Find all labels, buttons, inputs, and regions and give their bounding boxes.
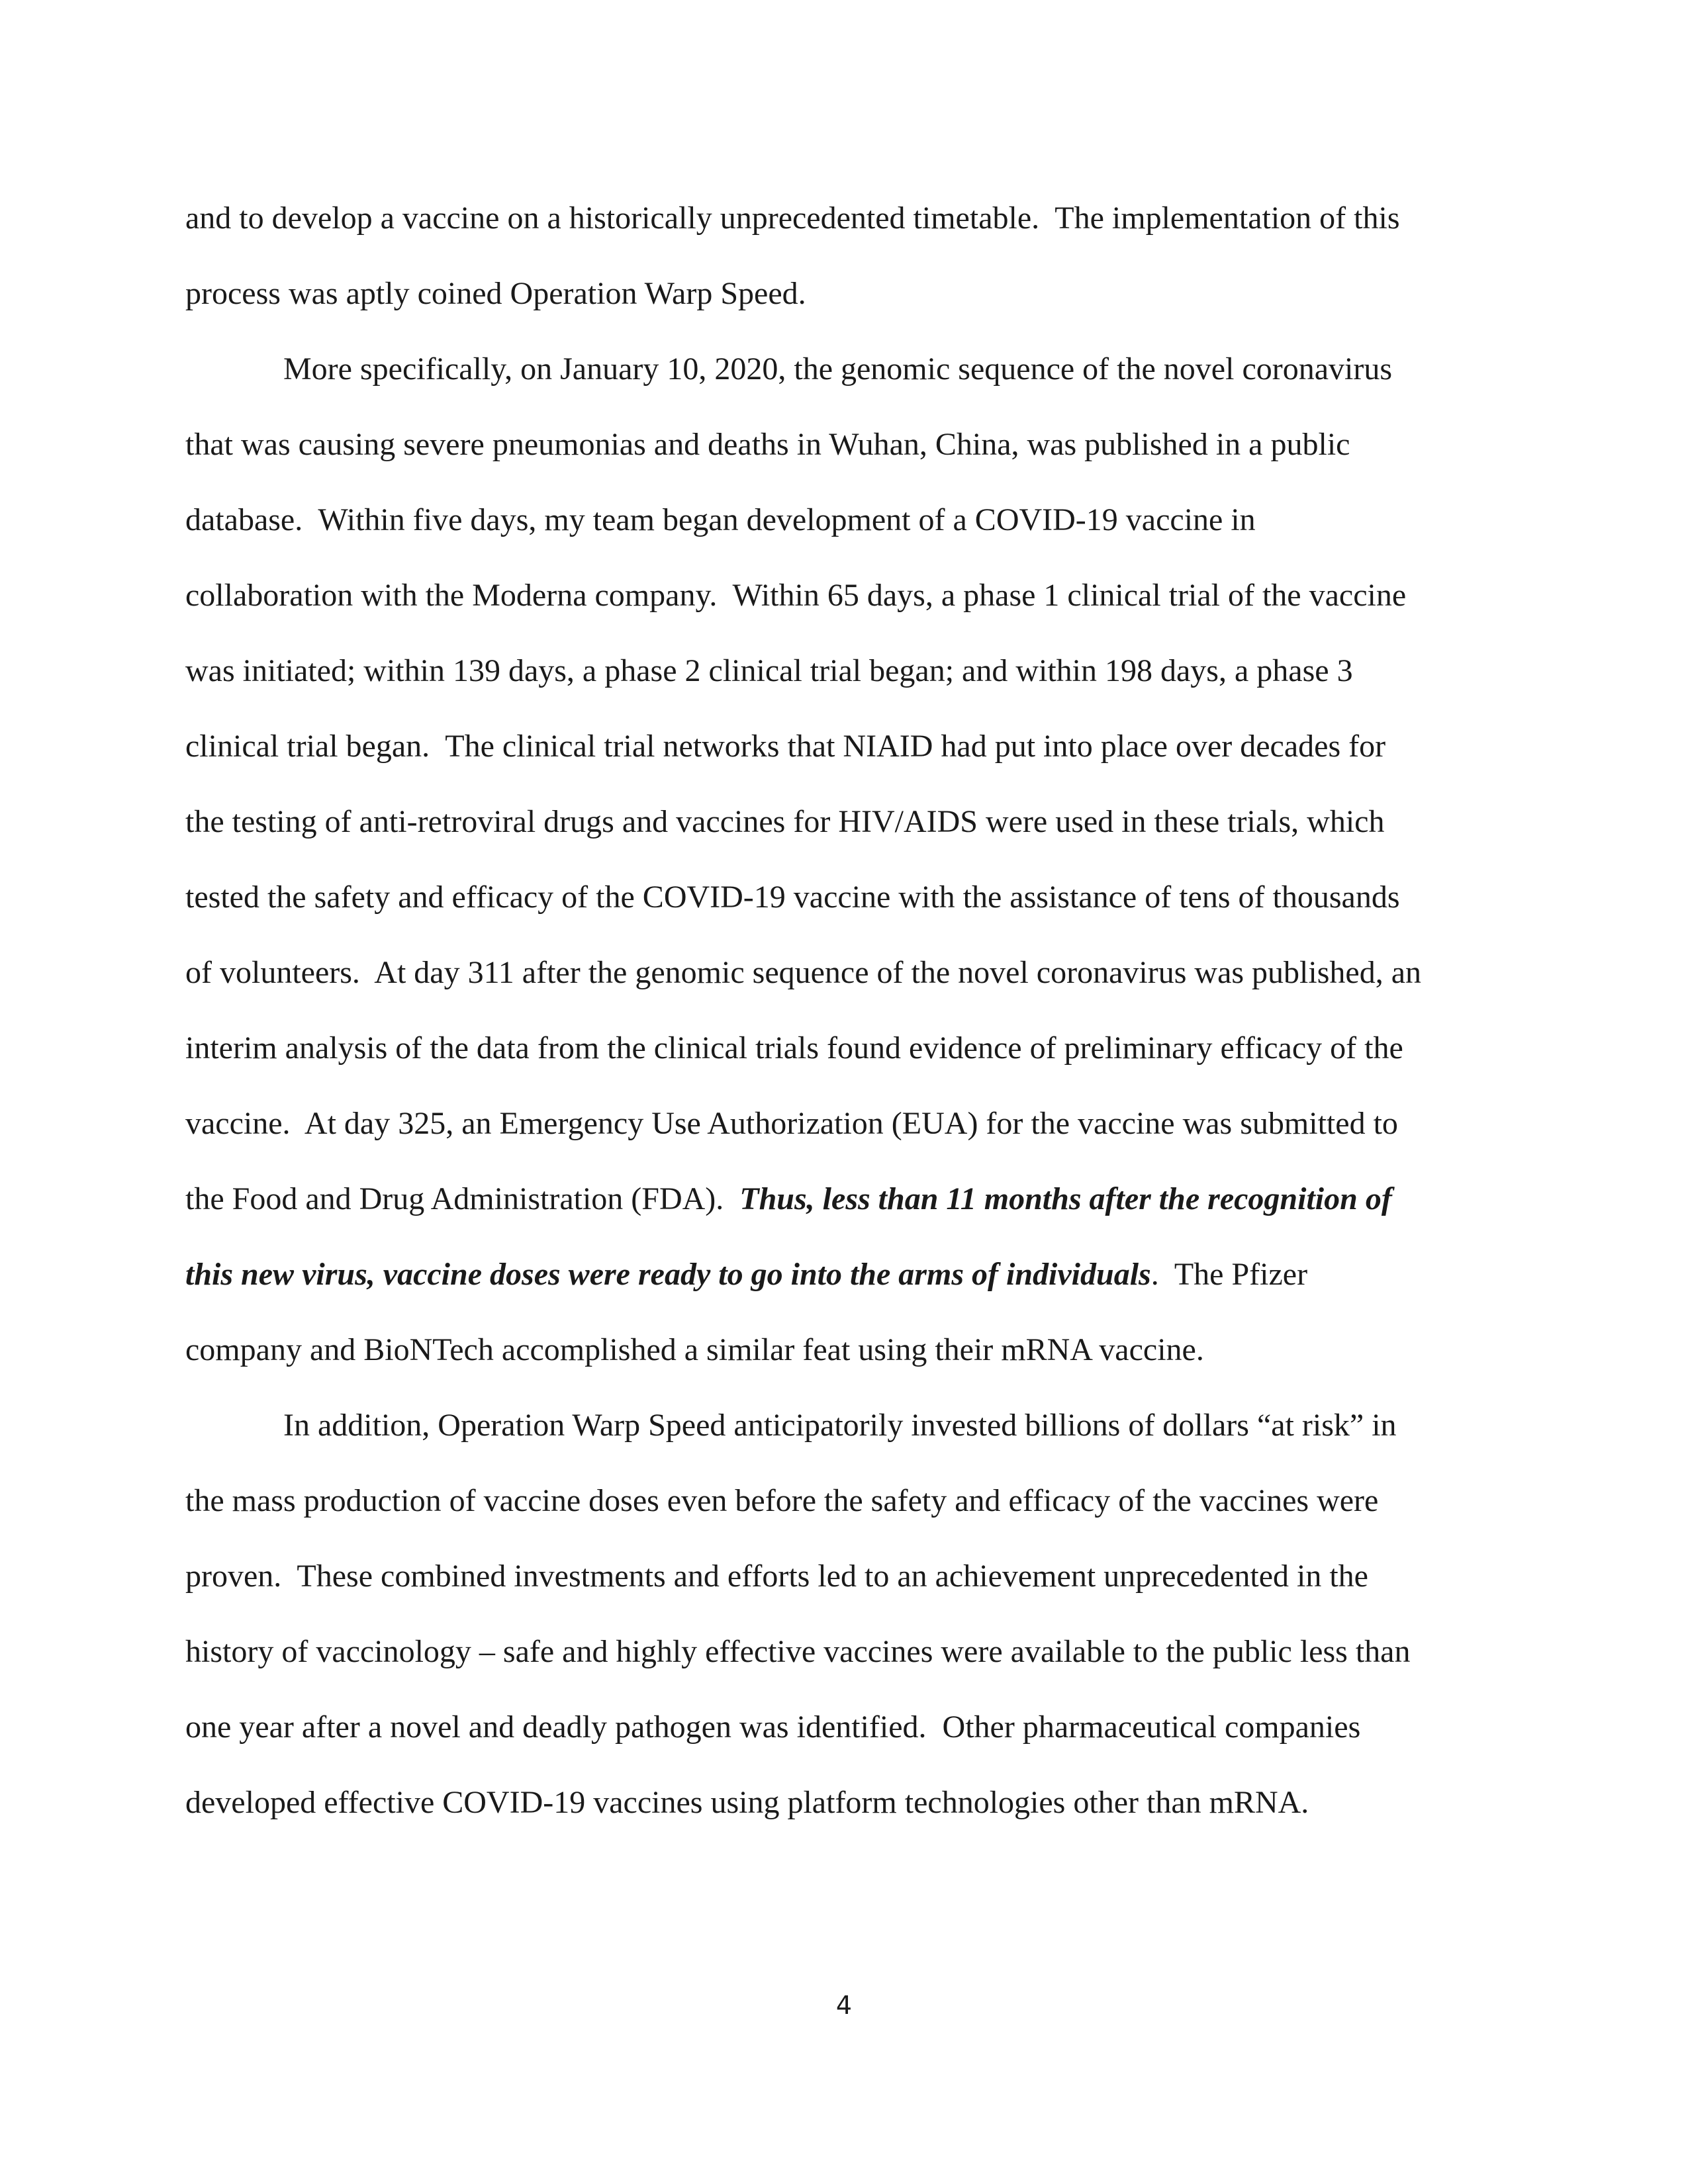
- text-line: company and BioNTech accomplished a similar feat using their mRNA vaccine.: [185, 1332, 1204, 1367]
- paragraph-start-line: In addition, Operation Warp Speed anticipatorily invested billions of dollars “at risk” in: [283, 1408, 1397, 1443]
- text-line: of volunteers. At day 311 after the genomic sequence of the novel coronavirus was published, an: [185, 955, 1422, 990]
- text-line: history of vaccinology – safe and highly effective vaccines were available to the public less than: [185, 1634, 1411, 1669]
- text-line: was initiated; within 139 days, a phase 2 clinical trial began; and within 198 days, a phase 3: [185, 653, 1353, 688]
- text-line: the testing of anti-retroviral drugs and vaccines for HIV/AIDS were used in these trials, which: [185, 804, 1385, 839]
- text-line-with-emphasis: [185, 1255, 1307, 1295]
- text-line-with-emphasis: [185, 1179, 1392, 1219]
- text-line: vaccine. At day 325, an Emergency Use Authorization (EUA) for the vaccine was submitted to: [185, 1106, 1398, 1141]
- text-line: collaboration with the Moderna company. Within 65 days, a phase 1 clinical trial of the vaccine: [185, 578, 1407, 613]
- text-line: one year after a novel and deadly pathogen was identified. Other pharmaceutical companies: [185, 1709, 1361, 1745]
- text-line: clinical trial began. The clinical trial networks that NIAID had put into place over decades for: [185, 729, 1386, 764]
- text-line: proven. These combined investments and efforts led to an achievement unprecedented in the: [185, 1559, 1368, 1594]
- text-segment: the Food and Drug Administration (FDA).: [185, 1181, 740, 1216]
- emphasized-text: Thus, less than 11 months after the recognition of: [739, 1181, 1392, 1216]
- text-line: interim analysis of the data from the clinical trials found evidence of preliminary efficacy of the: [185, 1030, 1403, 1066]
- text-line: database. Within five days, my team began development of a COVID-19 vaccine in: [185, 502, 1256, 537]
- emphasized-text: this new virus, vaccine doses were ready to go into the arms of individuals: [185, 1257, 1151, 1292]
- text-line: the mass production of vaccine doses even before the safety and efficacy of the vaccines were: [185, 1483, 1379, 1518]
- text-line: developed effective COVID-19 vaccines using platform technologies other than mRNA.: [185, 1785, 1309, 1820]
- text-line: that was causing severe pneumonias and deaths in Wuhan, China, was published in a public: [185, 427, 1350, 462]
- paragraph-start-line: More specifically, on January 10, 2020, the genomic sequence of the novel coronavirus: [283, 351, 1393, 387]
- page-number: 4: [835, 1991, 853, 2020]
- text-line: and to develop a vaccine on a historically unprecedented timetable. The implementation of this: [185, 201, 1400, 236]
- text-line: tested the safety and efficacy of the COVID-19 vaccine with the assistance of tens of thousands: [185, 880, 1400, 915]
- text-segment: . The Pfizer: [1150, 1257, 1308, 1292]
- text-line: process was aptly coined Operation Warp Speed.: [185, 276, 806, 311]
